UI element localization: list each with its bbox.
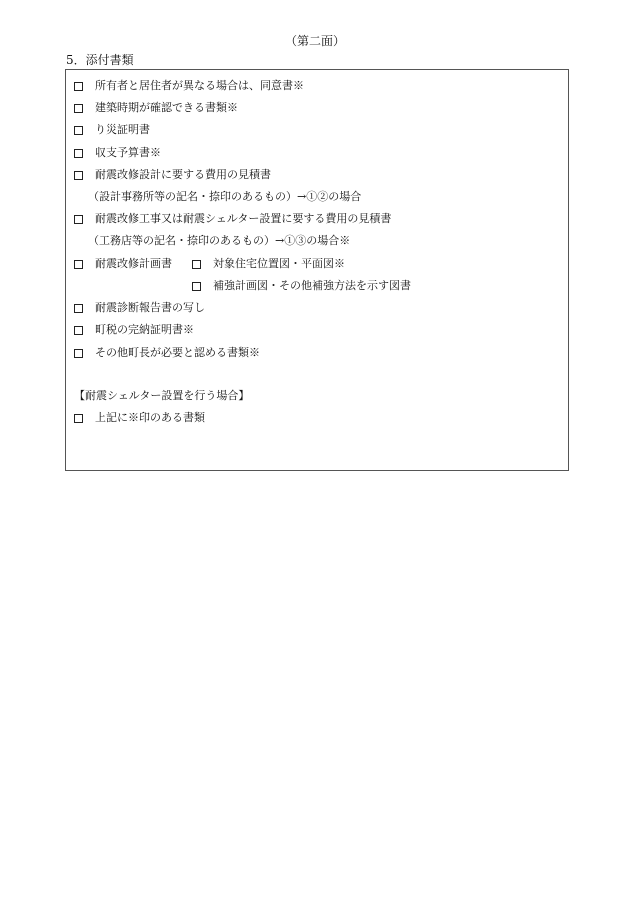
- sub-item-label-reinforcement-plan: 補強計画図・その他補強方法を示す図書: [213, 279, 411, 292]
- item-checkbox-other-documents[interactable]: [74, 349, 83, 358]
- item-label-tax-certificate: 町税の完納証明書※: [95, 323, 194, 336]
- item-checkbox-tax-certificate[interactable]: [74, 326, 83, 335]
- item-checkbox-consent[interactable]: [74, 82, 83, 91]
- item-label-design-estimate: 耐震改修設計に要する費用の見積書: [95, 168, 271, 181]
- attachments-frame: [65, 69, 569, 471]
- sub-item-checkbox-reinforcement-plan[interactable]: [192, 282, 201, 291]
- item-note-design-estimate: （設計事務所等の記名・捺印のあるもの）→①②の場合: [88, 190, 362, 203]
- item-checkbox-construction-estimate[interactable]: [74, 215, 83, 224]
- page-label: （第二面）: [284, 34, 345, 48]
- shelter-section-heading: 【耐震シェルター設置を行う場合】: [74, 389, 250, 402]
- item-label-other-documents: その他町長が必要と認める書類※: [95, 346, 260, 359]
- shelter-item-label-marked-documents: 上記に※印のある書類: [95, 411, 205, 424]
- item-checkbox-diagnosis-report[interactable]: [74, 304, 83, 313]
- sub-item-checkbox-location-plan[interactable]: [192, 260, 201, 269]
- shelter-item-checkbox-marked-documents[interactable]: [74, 414, 83, 423]
- item-label-retrofit-plan: 耐震改修計画書: [95, 257, 172, 270]
- item-checkbox-design-estimate[interactable]: [74, 171, 83, 180]
- section-heading: 5．添付書類: [66, 53, 134, 67]
- item-label-consent: 所有者と居住者が異なる場合は、同意書※: [95, 79, 304, 92]
- item-checkbox-retrofit-plan[interactable]: [74, 260, 83, 269]
- item-label-budget: 収支予算書※: [95, 146, 161, 159]
- item-checkbox-budget[interactable]: [74, 149, 83, 158]
- item-checkbox-disaster-certificate[interactable]: [74, 126, 83, 135]
- item-label-construction-estimate: 耐震改修工事又は耐震シェルター設置に要する費用の見積書: [95, 212, 392, 225]
- item-label-diagnosis-report: 耐震診断報告書の写し: [95, 301, 205, 314]
- item-label-disaster-certificate: り災証明書: [95, 123, 150, 136]
- item-checkbox-construction-date[interactable]: [74, 104, 83, 113]
- item-label-construction-date: 建築時期が確認できる書類※: [95, 101, 238, 114]
- sub-item-label-location-plan: 対象住宅位置図・平面図※: [213, 257, 345, 270]
- item-note-construction-estimate: （工務店等の記名・捺印のあるもの）→①③の場合※: [88, 234, 351, 247]
